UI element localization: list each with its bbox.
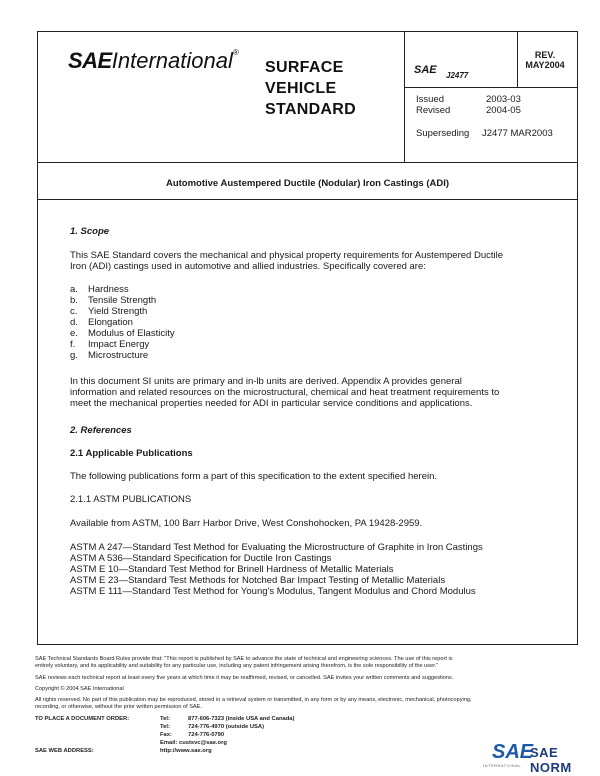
scope-heading: 1. Scope (70, 226, 110, 237)
header-vertical-divider (404, 31, 405, 162)
web-label: SAE WEB ADDRESS: (35, 748, 94, 754)
tel-label: Tel: (160, 716, 170, 722)
revised-value: 2004-05 (486, 105, 521, 116)
superseding-value: J2477 MAR2003 (482, 128, 553, 139)
astm-publications-heading: 2.1.1 ASTM PUBLICATIONS (70, 494, 192, 505)
reference-item: ASTM A 247—Standard Test Method for Evaluating the Microstructure of Graphite in Iron Castings (70, 542, 483, 553)
superseding-label: Superseding (416, 128, 470, 139)
tel2-value: 724-776-4970 (outside USA) (188, 724, 265, 730)
sae-norm-text: SAE NORM (530, 745, 572, 775)
revised-label: Revised (416, 105, 451, 116)
scope-item: f. Impact Energy (70, 339, 150, 350)
standard-type: SURFACE VEHICLE STANDARD (265, 59, 356, 118)
rights-notice: All rights reserved. No part of this publication may be reproduced, stored in a retrieval system or transmitted, in any form or by any means, electronic, mechanical, photocopying, recording, or otherwise, without the prior written permission of SAE. (35, 697, 472, 710)
review-notice: SAE reviews each technical report at least every five years at which time it may be reaffirmed, revised, or cancelled. SAE invites your written comments and suggestions. (35, 675, 454, 681)
scope-item: d. Elongation (70, 317, 133, 328)
applicable-publications-text: The following publications form a part of this specification to the extent specified herein. (70, 471, 438, 482)
scope-intro: This SAE Standard covers the mechanical and physical property requirements for Austempered Ductile Iron (ADI) castings used in automotive and allied industries. Specifically covered are: (70, 250, 503, 272)
copyright-notice: Copyright © 2004 SAE International (35, 686, 124, 692)
sae-norm-logo: SAE (492, 741, 534, 763)
email-value[interactable]: Email: custsvc@sae.org (160, 740, 227, 746)
reference-item: ASTM E 10—Standard Test Method for Brinell Hardness of Metallic Materials (70, 564, 394, 575)
fax-value: 724-776-0790 (188, 732, 225, 738)
reference-item: ASTM E 23—Standard Test Methods for Notched Bar Impact Testing of Metallic Materials (70, 575, 446, 586)
header-divider (37, 162, 578, 163)
applicable-publications-heading: 2.1 Applicable Publications (70, 448, 193, 459)
scope-item: c. Yield Strength (70, 306, 148, 317)
order-label: TO PLACE A DOCUMENT ORDER: (35, 716, 130, 722)
sae-international-logo: SAEInternational® (68, 48, 239, 73)
scope-item: e. Modulus of Elasticity (70, 328, 175, 339)
scope-item: g. Microstructure (70, 350, 149, 361)
scope-paragraph: In this document SI units are primary and in-lb units are derived. Appendix A provides general information and related resources on the microstructural, chemical and heat treatment requirements to meet the mechanical properties needed for ADI in particular service conditions and applications. (70, 376, 500, 409)
sae-mini-logo: SAE (414, 64, 437, 76)
reference-item: ASTM A 536—Standard Specification for Ductile Iron Castings (70, 553, 332, 564)
astm-availability: Available from ASTM, 100 Barr Harbor Drive, West Conshohocken, PA 19428-2959. (70, 518, 423, 529)
board-rules-notice: SAE Technical Standards Board Rules provide that: "This report is published by SAE to advance the state of technical and engineering sciences. The use of this report is entirely voluntary, and its applicability and suitability for any particular use, including any patent infringement arising therefrom, is the sole responsibility of the user." (35, 656, 453, 669)
fax-label: Fax: (160, 732, 172, 738)
scope-item: b. Tensile Strength (70, 295, 157, 306)
title-divider (37, 199, 578, 200)
web-link[interactable]: http://www.sae.org (160, 748, 212, 754)
document-title: Automotive Austempered Ductile (Nodular) Iron Castings (ADI) (165, 178, 450, 189)
info-divider (404, 87, 578, 88)
issued-value: 2003-03 (486, 94, 521, 105)
tel2-label: Tel: (160, 724, 170, 730)
references-heading: 2. References (70, 425, 132, 436)
reference-item: ASTM E 111—Standard Test Method for Young's Modulus, Tangent Modulus and Chord Modulus (70, 586, 476, 597)
issued-label: Issued (416, 94, 444, 105)
sae-norm-subtitle: INTERNATIONAL (483, 763, 522, 768)
scope-item: a. Hardness (70, 284, 129, 295)
doc-number: J2477 (446, 71, 469, 80)
revision-box: REV. MAY2004 (525, 50, 565, 70)
tel-value: 877-606-7323 (inside USA and Canada) (188, 716, 295, 722)
